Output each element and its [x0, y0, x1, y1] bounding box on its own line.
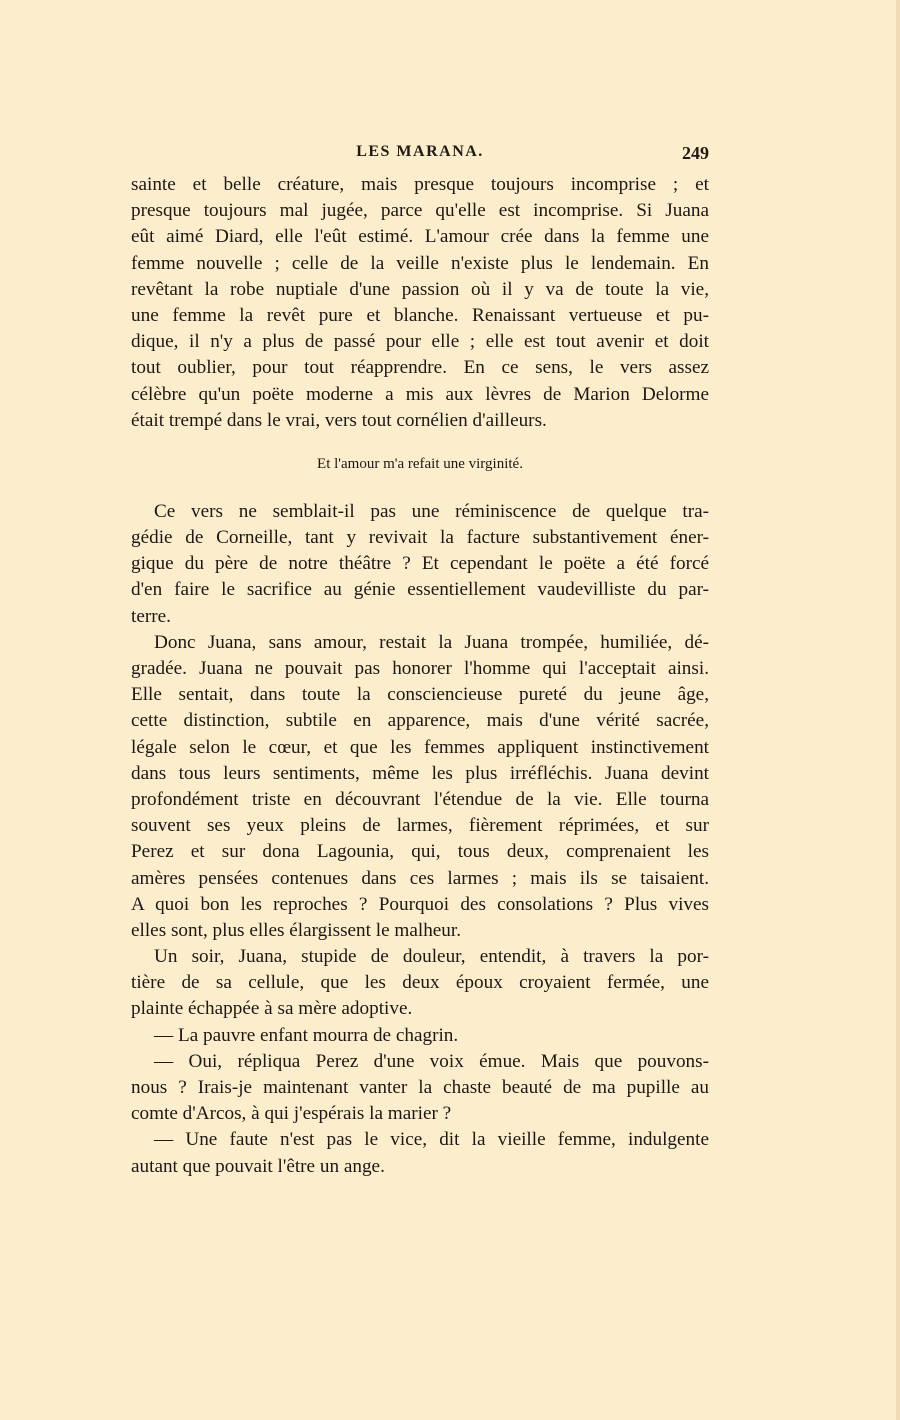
text-line: sainte et belle créature, mais presque toujours incomprise ; et — [131, 174, 709, 195]
text-line: Un soir, Juana, stupide de douleur, entendit, à travers la por- — [154, 946, 709, 968]
text-line: Perez et sur dona Lagounia, qui, tous deux, comprenaient les — [131, 841, 709, 863]
paragraph — [131, 172, 709, 434]
text-line: — Une faute n'est pas le vice, dit la vieille femme, indulgente — [154, 1129, 709, 1151]
text-line: — La pauvre enfant mourra de chagrin. — [154, 1024, 459, 1046]
text-line: autant que pouvait l'être un ange. — [131, 1155, 385, 1177]
text-line: femme nouvelle ; celle de la veille n'existe plus le lendemain. En — [131, 252, 709, 274]
text-line: terre. — [131, 605, 171, 627]
text-line: eût aimé Diard, elle l'eût estimé. L'amour crée dans la femme une — [131, 226, 709, 248]
dialogue-line — [131, 1023, 709, 1049]
text-line: Donc Juana, sans amour, restait la Juana trompée, humiliée, dé- — [154, 631, 709, 653]
text-line: A quoi bon les reproches ? Pourquoi des consolations ? Plus vives — [131, 893, 709, 915]
text-line: tière de sa cellule, que les deux époux croyaient fermée, une — [131, 972, 709, 994]
text-line: légale selon le cœur, et que les femmes appliquent instinctivement — [131, 736, 709, 758]
text-line: amères pensées contenues dans ces larmes ; mais ils se taisaient. — [131, 867, 709, 889]
text-line: Elle sentait, dans toute la consciencieuse pureté du jeune âge, — [131, 684, 709, 706]
text-line: revêtant la robe nuptiale d'une passion où il y va de toute la vie, — [131, 278, 709, 300]
text-line: gédie de Corneille, tant y revivait la facture substantivement éner- — [131, 527, 709, 549]
body-text — [131, 172, 709, 1180]
text-line: d'en faire le sacrifice au génie essentiellement vaudevilliste du par- — [131, 579, 709, 601]
paragraph — [131, 499, 709, 630]
running-title: LES MARANA. — [356, 143, 484, 160]
text-line: était trempé dans le vrai, vers tout cornélien d'ailleurs. — [131, 409, 547, 431]
verse-quote: Et l'amour m'a refait une virginité. — [317, 455, 523, 472]
text-line: souvent ses yeux pleins de larmes, fièrement réprimées, et sur — [131, 815, 709, 837]
dialogue-line — [131, 1049, 709, 1128]
text-line: dans tous leurs sentiments, même les plus irréfléchis. Juana devint — [131, 762, 709, 784]
text-line: profondément triste en découvrant l'étendue de la vie. Elle tourna — [131, 788, 709, 810]
text-line: dique, il n'y a plus de passé pour elle ; elle est tout avenir et doit — [131, 331, 709, 353]
dialogue-line — [131, 1127, 709, 1179]
text-line: comte d'Arcos, à qui j'espérais la marier ? — [131, 1103, 452, 1125]
text-line: elles sont, plus elles élargissent le malheur. — [131, 919, 462, 941]
text-line: célèbre qu'un poëte moderne a mis aux lèvres de Marion Delorme — [131, 383, 709, 405]
paragraph — [131, 630, 709, 944]
text-line: — Oui, répliqua Perez d'une voix émue. Mais que pouvons- — [154, 1050, 709, 1072]
text-line: Ce vers ne semblait-il pas une réminiscence de quelque tra- — [154, 500, 709, 522]
page-number: 249 — [682, 143, 709, 163]
text-line: gradée. Juana ne pouvait pas honorer l'homme qui l'acceptait ainsi. — [131, 658, 709, 679]
text-line: une femme la revêt pure et blanche. Renaissant vertueuse et pu- — [131, 304, 709, 326]
running-head — [131, 143, 709, 167]
text-line: nous ? Irais-je maintenant vanter la chaste beauté de ma pupille au — [131, 1077, 709, 1098]
text-line: plainte échappée à sa mère adoptive. — [131, 998, 413, 1020]
text-line: presque toujours mal jugée, parce qu'elle est incomprise. Si Juana — [131, 200, 709, 222]
paragraph — [131, 944, 709, 1023]
text-line: tout oublier, pour tout réapprendre. En ce sens, le vers assez — [131, 357, 709, 379]
text-line: gique du père de notre théâtre ? Et cependant le poëte a été forcé — [131, 553, 709, 575]
text-line: cette distinction, subtile en apparence, mais d'une vérité sacrée, — [131, 710, 709, 732]
